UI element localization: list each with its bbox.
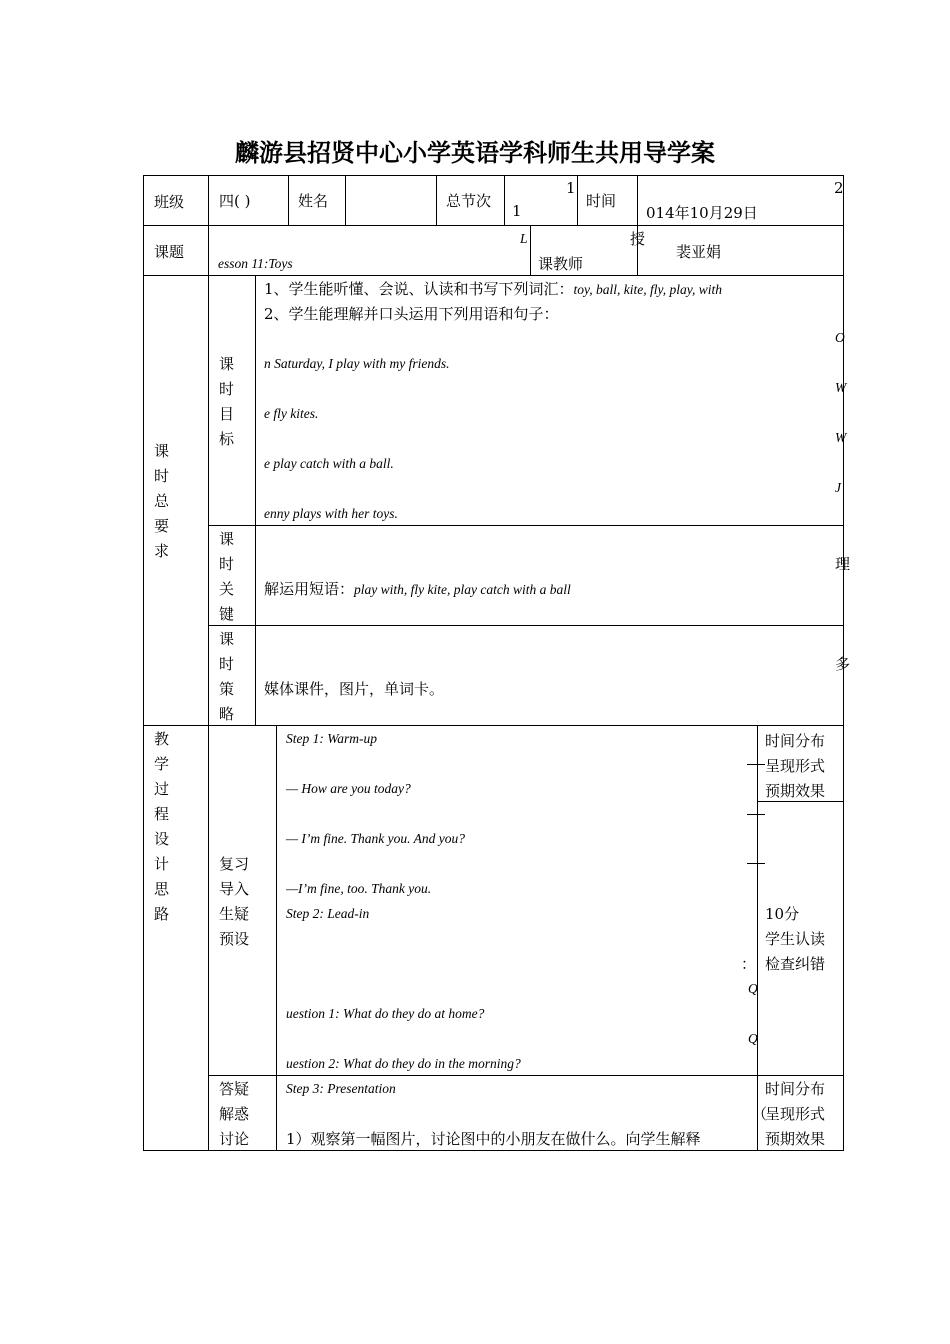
overflow-letter-o: O [835,330,845,345]
sentence-2: e fly kites. [264,406,319,421]
overflow-q-1: Q [748,981,758,996]
objective-line-2: 2、学生能理解并口头运用下列用语和句子： [264,305,559,323]
question-2: uestion 2: What do they do in the morning? [286,1056,521,1071]
objectives-label: 课时目标 [219,355,235,448]
review-side-header: 时间分布 呈现形式 预期效果 [765,732,826,800]
sentence-1: n Saturday, I play with my friends. [264,356,450,371]
overflow-q-2: Q [748,1031,758,1046]
overflow-letter-j: J [835,480,841,495]
strategy-text: 媒体课件，图片，单词卡。 [264,680,445,698]
dash-mark-1 [747,764,765,765]
dialog-line-3: —I’m fine, too. Thank you. [286,881,432,896]
expected-effect: 检查纠错 [765,955,826,973]
session-label: 总节次 [446,192,492,210]
date-value: 014年10月29日 [646,204,758,222]
sentence-4: enny plays with her toys. [264,506,398,521]
key-points-text: 解运用短语：play with, fly kite, play catch with a ball [264,580,571,598]
teacher-label: 课教师 [538,255,584,273]
answer-label: 答疑解惑讨论 [219,1080,250,1148]
overflow-colon: ： [741,955,757,973]
teacher-name: 裴亚娟 [676,243,722,261]
requirements-label: 课时总要求 [154,442,170,560]
time-label: 时间 [586,192,617,210]
review-label: 复习导入生疑预设 [219,855,250,948]
teacher-label-top: 授 [630,230,646,248]
time-allocation: 10分 [765,905,800,923]
topic-value: esson 11:Toys [218,256,293,271]
class-value: 四( ) [219,192,251,210]
class-label: 班级 [154,193,185,211]
key-phrases: play with, fly kite, play catch with a ball [354,582,571,597]
key-points-overflow: 理 [835,555,851,573]
vocabulary-words: toy, ball, kite, fly, play, with [573,282,723,297]
key-points-label: 课时关键 [219,530,235,623]
step-3-title: Step 3: Presentation [286,1081,396,1096]
answer-side-header: 时间分布 呈现形式 预期效果 [765,1080,826,1148]
topic-label: 课题 [154,243,185,261]
objective-line-1: 1、学生能听懂、会说、认读和书写下列词汇：toy, ball, kite, fly, play, with [264,280,723,298]
name-label: 姓名 [298,192,329,210]
dialog-line-2: — I’m fine. Thank you. And you? [286,831,465,846]
question-1: uestion 1: What do they do at home? [286,1006,485,1021]
session-number-top: 1 [566,179,576,197]
dash-mark-2 [747,814,765,815]
presentation-form: 学生认读 [765,930,826,948]
topic-overflow-letter: L [520,231,528,246]
page-title: 麟游县招贤中心小学英语学科师生共用导学案 [235,139,715,167]
overflow-letter-w2: W [835,430,847,445]
session-number-bottom: 1 [512,202,522,220]
paren-mark: （ [752,1105,768,1123]
dash-mark-3 [747,863,765,864]
step-1-title: Step 1: Warm-up [286,731,377,746]
review-side-values [765,902,825,977]
process-label: 教学过程设计思路 [154,730,170,923]
overflow-letter-w1: W [835,380,847,395]
step-2-title: Step 2: Lead-in [286,906,370,921]
strategy-overflow: 多 [835,655,851,673]
dialog-line-1: — How are you today? [286,781,411,796]
sentence-3: e play catch with a ball. [264,456,394,471]
strategy-label: 课时策略 [219,630,235,723]
presentation-text: 1）观察第一幅图片，讨论图中的小朋友在做什么。向学生解释 [286,1130,701,1148]
date-top-digit: 2 [834,179,844,197]
